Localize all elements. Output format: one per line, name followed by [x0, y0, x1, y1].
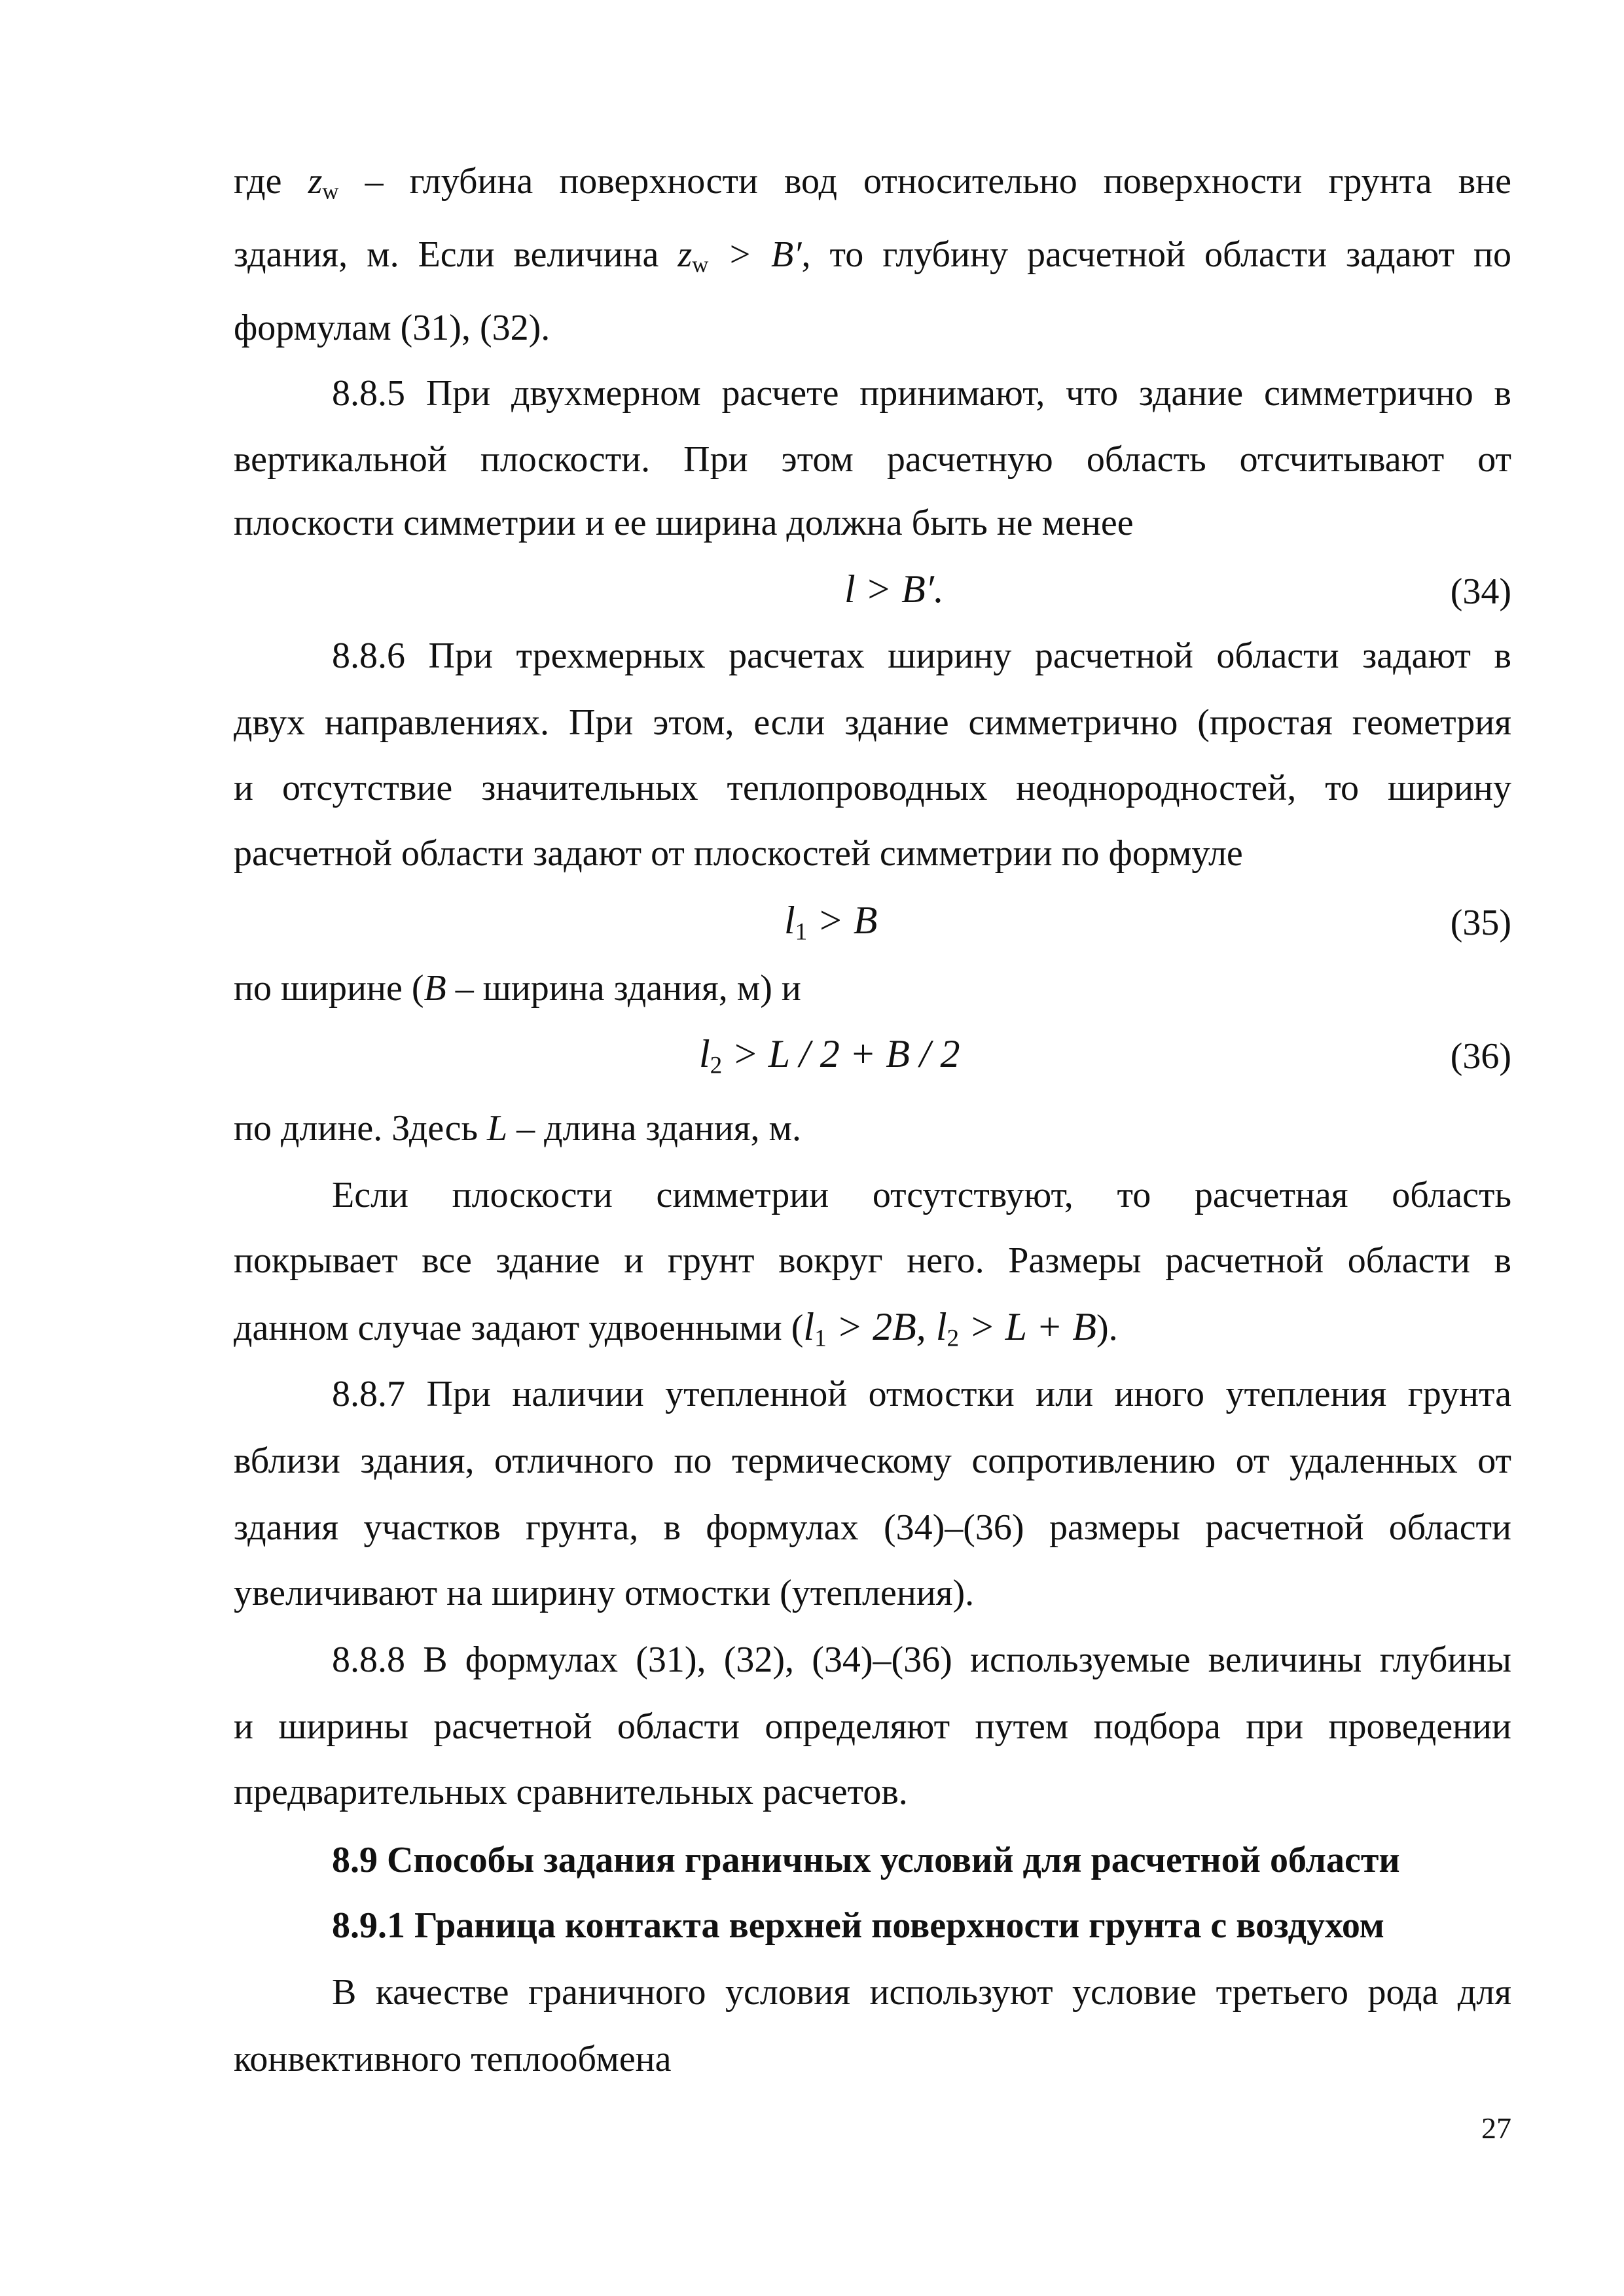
text-line: расчетной области задают от плоскостей симметрии по формуле: [234, 833, 1243, 874]
inline-condition: $z_w > B'$: [677, 234, 802, 278]
page-number: 27: [1481, 2111, 1511, 2145]
text-line: увеличивают на ширину отмостки (утепления).: [234, 1573, 975, 1613]
equation-number: (34): [1450, 571, 1511, 612]
text-line: покрывает все здание и грунт вокруг него. Размеры расчетной области в: [234, 1240, 1511, 1281]
text-line: предварительных сравнительных расчетов.: [234, 1772, 908, 1812]
text-line: здания, м. Если величина $z_w > B'$, то глубину расчетной области задают по: [234, 234, 1512, 278]
subsection-heading: 8.9.1 Граница контакта верхней поверхности грунта с воздухом: [332, 1905, 1384, 1946]
text-line: 8.8.5 При двухмерном расчете принимают, что здание симметрично в: [332, 373, 1511, 414]
equation-34: l > B′.: [844, 567, 944, 611]
text-line: 8.8.6 При трехмерных расчетах ширину расчетной области задают в: [332, 636, 1511, 676]
var-zw: $z_w$: [308, 161, 339, 204]
text-line: по ширине (B – ширина здания, м) и: [234, 968, 801, 1009]
text-line: конвективного теплообмена: [234, 2039, 672, 2079]
text-line: и ширины расчетной области определяют путем подбора при проведении: [234, 1706, 1511, 1747]
inline-formula: $l_1 > 2B$, $l_2 > L + B$: [803, 1305, 1096, 1352]
text-line: Если плоскости симметрии отсутствуют, то расчетная область: [332, 1175, 1511, 1215]
equation-number: (35): [1450, 903, 1511, 943]
text-line: и отсутствие значительных теплопроводных неоднородностей, то ширину: [234, 768, 1511, 808]
text-line: вблизи здания, отличного по термическому сопротивлению от удаленных от: [234, 1441, 1511, 1481]
text-line: вертикальной плоскости. При этом расчетную область отсчитывают от: [234, 439, 1511, 480]
text-line: 8.8.8 В формулах (31), (32), (34)–(36) используемые величины глубины: [332, 1640, 1511, 1680]
text-line: по длине. Здесь L – длина здания, м.: [234, 1108, 801, 1149]
text-line: данном случае задают удвоенными ($l_1 > 2B$, $l_2 > L + B$).: [234, 1305, 1118, 1352]
text-line: где $z_w$ – глубина поверхности вод относительно поверхности грунта вне: [234, 161, 1512, 204]
text-line: 8.8.7 При наличии утепленной отмостки или иного утепления грунта: [332, 1374, 1511, 1414]
equation-36: $l_2 > L / 2 + B / 2$: [699, 1032, 960, 1079]
text-line: двух направлениях. При этом, если здание симметрично (простая геометрия: [234, 702, 1511, 743]
equation-35: $l_1 > B$: [784, 899, 878, 946]
text-line: плоскости симметрии и ее ширина должна быть не менее: [234, 503, 1134, 543]
text-line: здания участков грунта, в формулах (34)–(36) размеры расчетной области: [234, 1507, 1511, 1548]
text-line: формулам (31), (32).: [234, 308, 550, 348]
section-heading: 8.9 Способы задания граничных условий для расчетной области: [332, 1840, 1400, 1880]
text-line: В качестве граничного условия используют условие третьего рода для: [332, 1972, 1511, 2013]
equation-number: (36): [1450, 1036, 1511, 1077]
